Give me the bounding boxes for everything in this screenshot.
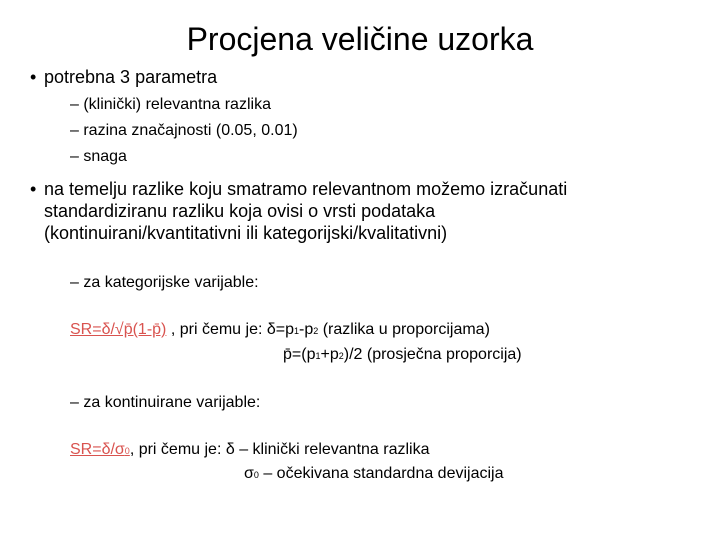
bullet-standardized-difference (30, 178, 568, 244)
categorical-formula-link[interactable]: SR=δ/√p̄(1-p̄) (70, 321, 167, 338)
bullet2-line1: na temelju razlike koju smatramo relevantnom možemo izračunati (44, 179, 568, 199)
sigma0-subscript: 0 (124, 446, 130, 456)
continuous-formula-link[interactable] (70, 441, 130, 458)
bullet-dot-icon: • (30, 67, 37, 87)
categorical-desc: (razlika u proporcijama) (318, 321, 490, 338)
categorical-heading: – za kategorijske varijable: (70, 274, 259, 291)
sigma-definition-line (244, 464, 504, 485)
continuous-where: , pri čemu je: δ – klinički relevantna razlika (129, 441, 430, 458)
continuous-heading: – za kontinuirane varijable: (70, 394, 261, 411)
categorical-where: , pri čemu je: δ=p (166, 321, 295, 338)
continuous-formula-text: SR=δ/σ (70, 441, 125, 458)
sub-item-power: – snaga (70, 148, 127, 165)
bullet-parameters (30, 66, 218, 88)
pbar-prefix: p̄=(p (283, 346, 316, 363)
bullet-parameters-text: potrebna 3 parametra (44, 67, 218, 87)
categorical-formula-line (70, 320, 490, 341)
pbar-formula-line (283, 345, 522, 366)
slide-title: Procjena veličine uzorka (186, 21, 534, 57)
pbar-desc: )/2 (prosječna proporcija) (343, 346, 522, 363)
categorical-minus: -p (299, 321, 314, 338)
bullet-dot-icon: • (30, 179, 37, 199)
p1-subscript: 1 (294, 326, 300, 336)
sigma-subscript: 0 (253, 470, 259, 480)
p2-subscript: 2 (313, 326, 319, 336)
sigma-desc: – očekivana standardna devijacija (258, 465, 504, 482)
bullet2-line2: standardiziranu razliku koja ovisi o vrsti podataka (44, 201, 436, 221)
sub-item-significance: – razina značajnosti (0.05, 0.01) (70, 122, 298, 139)
pbar-sub2: 2 (338, 351, 344, 361)
sub-item-relevant-difference: – (klinički) relevantna razlika (70, 96, 271, 113)
bullet2-line3: (kontinuirani/kvantitativni ili kategorijski/kvalitativni) (44, 223, 448, 243)
pbar-sub1: 1 (315, 351, 321, 361)
sigma-symbol: σ (244, 465, 254, 482)
continuous-formula-line (70, 440, 430, 461)
pbar-plus: +p (320, 346, 339, 363)
